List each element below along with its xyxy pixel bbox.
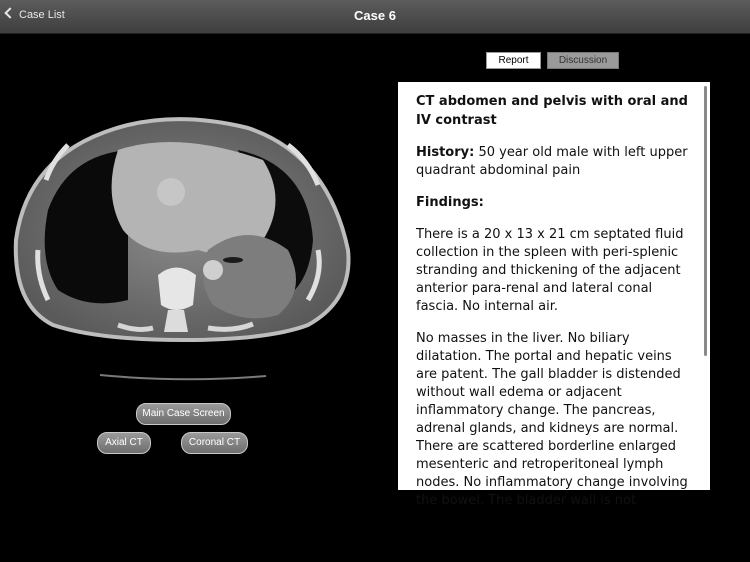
axial-ct-button[interactable]: Axial CT xyxy=(97,432,151,454)
findings-label: Findings: xyxy=(416,195,484,210)
coronal-ct-button[interactable]: Coronal CT xyxy=(181,432,248,454)
navigation-bar xyxy=(0,0,750,34)
report-heading: CT abdomen and pelvis with oral and IV contrast xyxy=(416,94,688,128)
scrollbar[interactable] xyxy=(704,86,707,356)
report-panel[interactable] xyxy=(398,82,710,508)
findings-paragraph-2: No masses in the liver. No biliary dilatation. The portal and hepatic veins are patent. The gall bladder is distended without wall edema or adjacent inflammatory change. The pancreas, adrenal glands, and kidneys are normal. There are scattered borderline enlarged mesenteric and retroperitoneal lymph nodes. No inflammatory change involving the bowel. The bladder wall is not xyxy=(416,331,688,508)
tab-discussion[interactable]: Discussion xyxy=(547,52,619,69)
back-label: Case List xyxy=(19,9,65,21)
history-text: 50 year old male with left upper quadrant abdominal pain xyxy=(416,145,688,178)
ct-scan-image xyxy=(8,100,353,390)
main-case-screen-button[interactable]: Main Case Screen xyxy=(136,403,231,425)
findings-paragraph-1: There is a 20 x 13 x 21 cm septated fluid collection in the spleen with peri-splenic stranding and thickening of the adjacent anterior para-renal and lateral conal fascia. No internal air. xyxy=(416,227,684,314)
history-paragraph xyxy=(416,144,692,180)
tab-report[interactable]: Report xyxy=(486,52,541,69)
page-title: Case 6 xyxy=(354,8,396,23)
history-label: History: xyxy=(416,145,475,160)
